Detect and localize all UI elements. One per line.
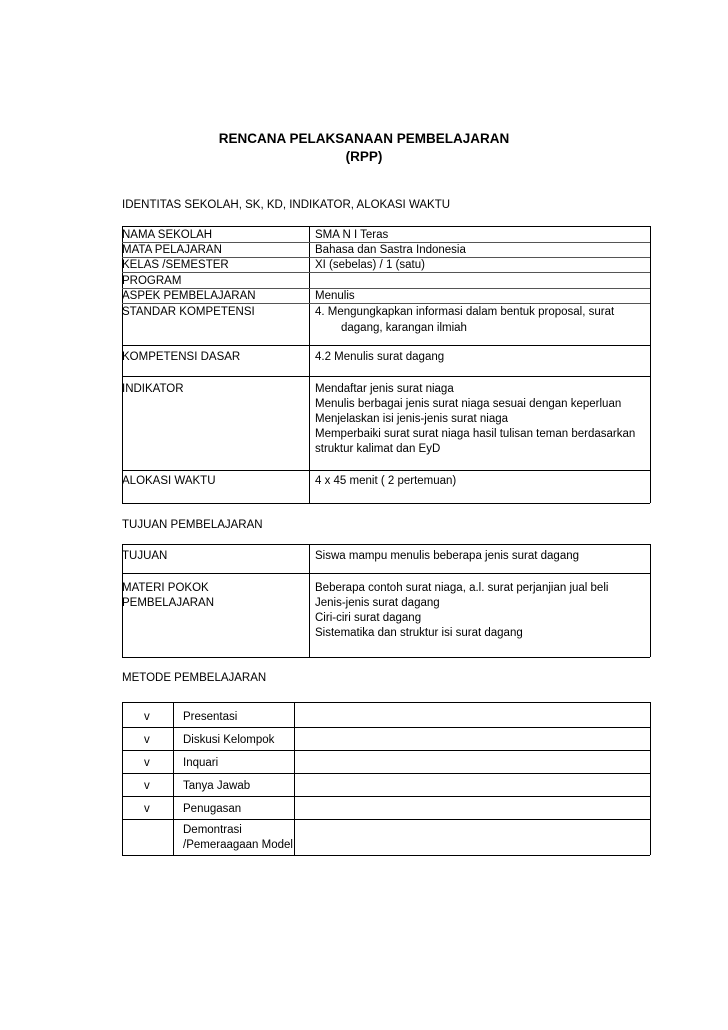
table-column-divider: [309, 226, 310, 503]
metode-check: v: [144, 757, 150, 769]
indikator-item: Mendaftar jenis surat niaga: [315, 383, 454, 395]
metode-check: v: [144, 734, 150, 746]
nama-sekolah-value: SMA N I Teras: [315, 229, 389, 241]
table-border-top: [122, 544, 650, 545]
materi-label: MATERI POKOK: [122, 582, 209, 594]
metode-label-cont: /Pemeraagaan Model: [183, 839, 293, 851]
table-border-right: [650, 702, 651, 855]
table-border-bottom: [122, 503, 650, 504]
page-subtitle: (RPP): [345, 149, 383, 164]
materi-label-cont: PEMBELAJARAN: [122, 597, 215, 609]
tujuan-label: TUJUAN: [122, 550, 168, 562]
materi-item: Ciri-ciri surat dagang: [315, 612, 422, 624]
alokasi-waktu-value: 4 x 45 menit ( 2 pertemuan): [315, 475, 457, 487]
identitas-heading: IDENTITAS SEKOLAH, SK, KD, INDIKATOR, ALOKASI WAKTU: [122, 199, 451, 211]
kompetensi-dasar-value: 4.2 Menulis surat dagang: [315, 351, 445, 363]
metode-label: Diskusi Kelompok: [183, 734, 275, 746]
table-row-separator: [122, 819, 650, 820]
table-row-separator: [122, 750, 650, 751]
indikator-item: Menulis berbagai jenis surat niaga sesuai dengan keperluan: [315, 398, 622, 410]
indikator-item: Menjelaskan isi jenis-jenis surat niaga: [315, 413, 509, 425]
table-divider: [122, 573, 650, 574]
table-border-right: [650, 226, 651, 503]
table-border-top: [122, 226, 650, 227]
table-column-divider: [309, 544, 310, 657]
tujuan-heading: TUJUAN PEMBELAJARAN: [122, 519, 263, 531]
table-border-bottom: [122, 657, 650, 658]
tujuan-value: Siswa mampu menulis beberapa jenis surat dagang: [315, 550, 580, 562]
table-column-divider: [173, 702, 174, 855]
alokasi-waktu-label: ALOKASI WAKTU: [122, 475, 216, 487]
mata-pelajaran-label: MATA PELAJARAN: [122, 244, 222, 256]
standar-kompetensi-label: STANDAR KOMPETENSI: [122, 306, 255, 318]
indikator-item: struktur kalimat dan EyD: [315, 443, 441, 455]
metode-check: v: [144, 803, 150, 815]
table-row-separator: [122, 773, 650, 774]
metode-label: Penugasan: [183, 803, 242, 815]
standar-kompetensi-value-cont: dagang, karangan ilmiah: [341, 322, 467, 334]
kompetensi-dasar-label: KOMPETENSI DASAR: [122, 351, 241, 363]
table-border-right: [650, 544, 651, 657]
metode-label: Tanya Jawab: [183, 780, 251, 792]
nama-sekolah-label: NAMA SEKOLAH: [122, 229, 213, 241]
materi-item: Beberapa contoh surat niaga, a.l. surat perjanjian jual beli: [315, 582, 609, 594]
metode-label: Inquari: [183, 757, 219, 769]
table-divider: [122, 376, 650, 377]
aspek-label: ASPEK PEMBELAJARAN: [122, 290, 256, 302]
kelas-semester-label: KELAS /SEMESTER: [122, 259, 229, 271]
standar-kompetensi-value: 4. Mengungkapkan informasi dalam bentuk proposal, surat: [315, 306, 615, 318]
materi-item: Sistematika dan struktur isi surat dagang: [315, 627, 523, 639]
mata-pelajaran-value: Bahasa dan Sastra Indonesia: [315, 244, 466, 256]
page-title: RENCANA PELAKSANAAN PEMBELAJARAN: [218, 131, 510, 146]
metode-label: Demontrasi: [183, 824, 242, 836]
aspek-value: Menulis: [315, 290, 355, 302]
kelas-semester-value: XI (sebelas) / 1 (satu): [315, 259, 425, 271]
program-label: PROGRAM: [122, 275, 182, 287]
table-divider: [122, 345, 650, 346]
metode-label: Presentasi: [183, 711, 238, 723]
table-column-divider: [294, 702, 295, 855]
table-row-separator: [122, 796, 650, 797]
table-border-bottom: [122, 855, 650, 856]
metode-heading: METODE PEMBELAJARAN: [122, 672, 267, 684]
table-row-separator: [122, 727, 650, 728]
indikator-label: INDIKATOR: [122, 383, 184, 395]
materi-item: Jenis-jenis surat dagang: [315, 597, 440, 609]
metode-check: v: [144, 711, 150, 723]
table-border-left: [122, 702, 123, 855]
table-divider: [122, 470, 650, 471]
indikator-item: Memperbaiki surat surat niaga hasil tulisan teman berdasarkan: [315, 428, 636, 440]
metode-check: v: [144, 780, 150, 792]
table-border-top: [122, 702, 650, 703]
